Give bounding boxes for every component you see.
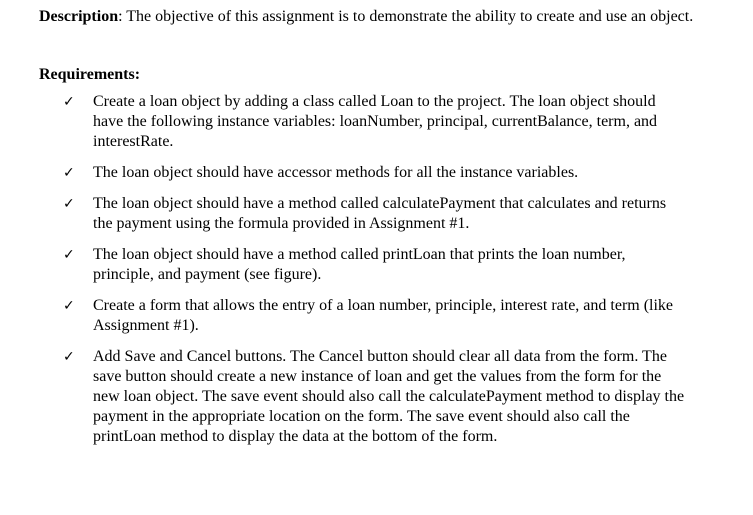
checkmark-icon: ✓ xyxy=(63,94,75,110)
requirement-text: The loan object should have accessor methods for all the instance variables. xyxy=(93,164,579,181)
requirement-item xyxy=(39,347,689,447)
requirement-item xyxy=(39,296,689,336)
requirement-item xyxy=(39,194,689,234)
requirement-text: The loan object should have a method called calculatePayment that calculates and returns the payment using the formula provided in Assignment #1. xyxy=(93,195,667,232)
checkmark-icon: ✓ xyxy=(63,196,75,212)
description-text: : The objective of this assignment is to demonstrate the ability to create and use an object. xyxy=(118,8,694,25)
checkmark-icon: ✓ xyxy=(63,349,75,365)
requirement-text: Create a loan object by adding a class called Loan to the project. The loan object should have the following instance variables: loanNumber, principal, currentBalance, term, and interestRate. xyxy=(93,93,658,150)
requirement-item xyxy=(39,92,689,152)
requirement-text: The loan object should have a method called printLoan that prints the loan number, principle, and payment (see figure). xyxy=(93,246,626,283)
requirement-text: Create a form that allows the entry of a loan number, principle, interest rate, and term (like Assignment #1). xyxy=(93,297,674,334)
requirement-text: Add Save and Cancel buttons. The Cancel button should clear all data from the form. The save button should create a new instance of loan and get the values from the form for the new loan object. The save event should also call the calculatePayment method to display the payment in the appropriate location on the form. The save event should also call the printLoan method to display the data at the bottom of the form. xyxy=(93,348,685,445)
requirements-list xyxy=(39,92,729,447)
requirement-item xyxy=(39,245,689,285)
description-paragraph xyxy=(39,7,729,27)
checkmark-icon: ✓ xyxy=(63,165,75,181)
requirements-heading: Requirements: xyxy=(39,66,141,83)
requirement-item xyxy=(39,163,689,183)
checkmark-icon: ✓ xyxy=(63,298,75,314)
checkmark-icon: ✓ xyxy=(63,247,75,263)
description-label: Description xyxy=(39,8,119,25)
document-body xyxy=(39,7,729,458)
